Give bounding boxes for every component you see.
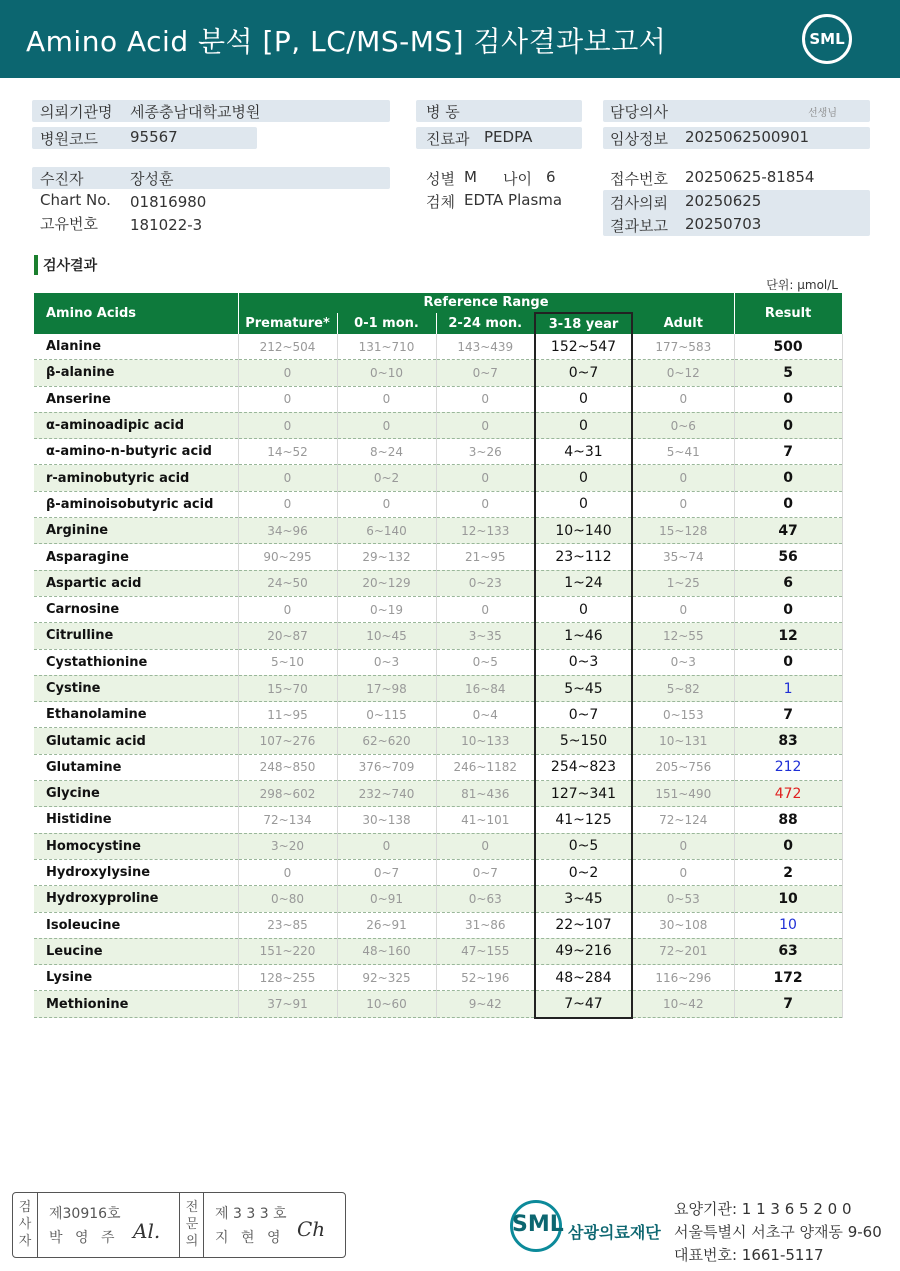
reference-3-18-year: 0~7	[535, 360, 632, 386]
reference-3-18-year: 23~112	[535, 544, 632, 570]
reference-value: 92~325	[337, 965, 436, 991]
reference-value: 0	[337, 386, 436, 412]
reference-3-18-year: 49~216	[535, 938, 632, 964]
result-value: 2	[734, 859, 842, 885]
reference-value: 248~850	[238, 754, 337, 780]
reference-value: 212~504	[238, 334, 337, 360]
reference-3-18-year: 0~5	[535, 833, 632, 859]
unique-value: 181022-3	[130, 216, 203, 234]
reference-value: 5~41	[632, 439, 734, 465]
reference-value: 151~490	[632, 781, 734, 807]
reference-3-18-year: 3~45	[535, 886, 632, 912]
reference-value: 3~26	[436, 439, 535, 465]
reference-3-18-year: 0	[535, 596, 632, 622]
reference-value: 20~129	[337, 570, 436, 596]
result-value: 0	[734, 596, 842, 622]
reference-value: 0~7	[337, 859, 436, 885]
clinical-value: 2025062500901	[685, 128, 810, 146]
amino-acid-name: Lysine	[34, 965, 238, 991]
amino-acid-name: Hydroxyproline	[34, 886, 238, 912]
col-2-24-mon: 2-24 mon.	[436, 313, 535, 334]
reference-value: 0	[632, 386, 734, 412]
col-3-18-year: 3-18 year	[535, 313, 632, 334]
result-value: 83	[734, 728, 842, 754]
reference-value: 0~10	[337, 360, 436, 386]
result-value: 7	[734, 991, 842, 1018]
amino-acid-name: Cystathionine	[34, 649, 238, 675]
reference-value: 0	[337, 412, 436, 438]
reference-value: 31~86	[436, 912, 535, 938]
reference-value: 3~35	[436, 623, 535, 649]
reference-3-18-year: 127~341	[535, 781, 632, 807]
reference-value: 21~95	[436, 544, 535, 570]
reference-3-18-year: 22~107	[535, 912, 632, 938]
reference-value: 0	[238, 491, 337, 517]
reference-value: 14~52	[238, 439, 337, 465]
inspector-name: 박 영 주	[49, 1230, 119, 1246]
reference-3-18-year: 5~45	[535, 675, 632, 701]
inspector-license: 제30916호	[49, 1206, 121, 1222]
reference-value: 107~276	[238, 728, 337, 754]
chart-value: 01816980	[130, 193, 207, 211]
address: 서울특별시 서초구 양재동 9-60	[674, 1223, 882, 1241]
reference-value: 41~101	[436, 807, 535, 833]
specimen-label: 검체	[426, 193, 455, 211]
reference-3-18-year: 254~823	[535, 754, 632, 780]
table-row	[34, 360, 842, 386]
reference-value: 12~133	[436, 518, 535, 544]
reference-value: 15~128	[632, 518, 734, 544]
reference-3-18-year: 0	[535, 386, 632, 412]
reference-value: 0	[632, 491, 734, 517]
table-row	[34, 938, 842, 964]
amino-acid-name: Histidine	[34, 807, 238, 833]
reference-value: 0~2	[337, 465, 436, 491]
reference-value: 10~131	[632, 728, 734, 754]
phone: 대표번호: 1661-5117	[674, 1246, 824, 1264]
reference-value: 16~84	[436, 675, 535, 701]
amino-acid-name: Asparagine	[34, 544, 238, 570]
reference-value: 0	[436, 386, 535, 412]
report-value: 20250703	[685, 215, 762, 233]
reference-value: 0	[238, 859, 337, 885]
reference-3-18-year: 5~150	[535, 728, 632, 754]
table-row	[34, 596, 842, 622]
result-value: 0	[734, 412, 842, 438]
sml-logo: SML	[802, 14, 852, 64]
specialist-signature: Ch	[297, 1217, 326, 1241]
amino-acid-name: Anserine	[34, 386, 238, 412]
reference-value: 0~153	[632, 702, 734, 728]
table-row	[34, 912, 842, 938]
reference-value: 246~1182	[436, 754, 535, 780]
reference-value: 62~620	[337, 728, 436, 754]
reference-value: 0	[436, 491, 535, 517]
amino-acid-name: Ethanolamine	[34, 702, 238, 728]
table-row	[34, 859, 842, 885]
reference-value: 116~296	[632, 965, 734, 991]
result-value: 12	[734, 623, 842, 649]
amino-acid-name: Glycine	[34, 781, 238, 807]
reference-value: 15~70	[238, 675, 337, 701]
table-row	[34, 518, 842, 544]
reference-value: 232~740	[337, 781, 436, 807]
reference-value: 0~4	[436, 702, 535, 728]
reference-value: 0	[337, 491, 436, 517]
reference-value: 151~220	[238, 938, 337, 964]
reference-value: 0	[436, 596, 535, 622]
sml-footer-mark: SML	[512, 1212, 564, 1237]
reference-value: 30~138	[337, 807, 436, 833]
amino-acid-name: β-aminoisobutyric acid	[34, 491, 238, 517]
reference-value: 10~42	[632, 991, 734, 1018]
table-row	[34, 491, 842, 517]
specialist-vertical-label: 전 문 의	[185, 1200, 199, 1249]
reference-value: 23~85	[238, 912, 337, 938]
reference-value: 0	[436, 412, 535, 438]
chart-label: Chart No.	[40, 191, 111, 209]
result-value: 47	[734, 518, 842, 544]
amino-acid-name: Citrulline	[34, 623, 238, 649]
table-row	[34, 728, 842, 754]
reference-value: 0~7	[436, 360, 535, 386]
amino-acid-name: β-alanine	[34, 360, 238, 386]
reference-value: 0~3	[632, 649, 734, 675]
reference-value: 10~60	[337, 991, 436, 1018]
reference-3-18-year: 10~140	[535, 518, 632, 544]
result-value: 10	[734, 886, 842, 912]
result-value: 0	[734, 386, 842, 412]
dept-label: 진료과	[426, 130, 470, 148]
reference-3-18-year: 7~47	[535, 991, 632, 1018]
request-label: 검사의뢰	[610, 194, 668, 212]
table-row	[34, 807, 842, 833]
reference-value: 10~45	[337, 623, 436, 649]
reference-value: 0	[238, 360, 337, 386]
signature-box	[12, 1192, 346, 1258]
reference-value: 9~42	[436, 991, 535, 1018]
amino-acid-name: Aspartic acid	[34, 570, 238, 596]
table-row	[34, 649, 842, 675]
reference-value: 0	[632, 859, 734, 885]
reference-value: 0	[436, 833, 535, 859]
result-value: 500	[734, 334, 842, 360]
amino-acid-name: α-aminoadipic acid	[34, 412, 238, 438]
result-value: 0	[734, 649, 842, 675]
reference-value: 34~96	[238, 518, 337, 544]
reference-3-18-year: 41~125	[535, 807, 632, 833]
reference-value: 8~24	[337, 439, 436, 465]
receipt-label: 접수번호	[610, 170, 668, 188]
reference-value: 0~12	[632, 360, 734, 386]
specialist-license: 제 3 3 3 호	[215, 1206, 287, 1222]
amino-acid-name: r-aminobutyric acid	[34, 465, 238, 491]
reference-value: 0~3	[337, 649, 436, 675]
section-title: 검사결과	[34, 255, 97, 275]
reference-value: 24~50	[238, 570, 337, 596]
patient-info	[0, 0, 900, 240]
col-0-1-mon: 0-1 mon.	[337, 313, 436, 334]
age-value: 6	[546, 168, 556, 186]
age-label: 나이	[503, 170, 532, 188]
reference-3-18-year: 0	[535, 412, 632, 438]
specimen-value: EDTA Plasma	[464, 191, 563, 209]
table-row	[34, 465, 842, 491]
result-value: 0	[734, 465, 842, 491]
reference-3-18-year: 0~7	[535, 702, 632, 728]
reference-value: 0~80	[238, 886, 337, 912]
sex-value: M	[464, 168, 477, 186]
reference-3-18-year: 0~2	[535, 859, 632, 885]
reference-3-18-year: 0	[535, 465, 632, 491]
reference-value: 11~95	[238, 702, 337, 728]
table-row	[34, 833, 842, 859]
table-row	[34, 412, 842, 438]
inspector-vertical-label: 검 사 자	[18, 1200, 32, 1249]
result-value: 5	[734, 360, 842, 386]
specialist-name: 지 현 영	[215, 1230, 285, 1246]
unit-label: 단위: μmol/L	[766, 278, 838, 292]
table-row	[34, 781, 842, 807]
reference-value: 0~115	[337, 702, 436, 728]
table-row	[34, 623, 842, 649]
dept-value: PEDPA	[484, 128, 533, 146]
patient-label: 수진자	[40, 170, 84, 188]
report-title: Amino Acid 분석 [P, LC/MS-MS] 검사결과보고서	[26, 25, 667, 58]
table-row	[34, 544, 842, 570]
reference-value: 0	[632, 465, 734, 491]
reference-value: 72~124	[632, 807, 734, 833]
col-result: Result	[734, 293, 842, 334]
table-row	[34, 386, 842, 412]
inspector-signature: Al.	[133, 1219, 161, 1243]
reference-value: 72~134	[238, 807, 337, 833]
care-code: 요양기관: 1 1 3 6 5 2 0 0	[674, 1200, 852, 1218]
amino-acid-name: Leucine	[34, 938, 238, 964]
reference-value: 0~7	[436, 859, 535, 885]
reference-value: 0~5	[436, 649, 535, 675]
reference-3-18-year: 1~46	[535, 623, 632, 649]
col-reference-range: Reference Range	[238, 293, 734, 313]
report-label: 결과보고	[610, 217, 668, 235]
reference-value: 10~133	[436, 728, 535, 754]
reference-3-18-year: 0~3	[535, 649, 632, 675]
amino-acid-name: Homocystine	[34, 833, 238, 859]
table-row	[34, 334, 842, 360]
reference-value: 0	[632, 833, 734, 859]
reference-value: 26~91	[337, 912, 436, 938]
reference-value: 0~63	[436, 886, 535, 912]
amino-acid-name: Glutamine	[34, 754, 238, 780]
reference-value: 0	[238, 596, 337, 622]
col-amino-acids: Amino Acids	[34, 293, 238, 334]
result-value: 10	[734, 912, 842, 938]
amino-acid-name: Cystine	[34, 675, 238, 701]
reference-value: 72~201	[632, 938, 734, 964]
table-row	[34, 702, 842, 728]
reference-value: 0	[436, 465, 535, 491]
reference-value: 205~756	[632, 754, 734, 780]
reference-value: 30~108	[632, 912, 734, 938]
amino-acid-name: Glutamic acid	[34, 728, 238, 754]
doctor-suffix: 선생님	[808, 108, 837, 119]
reference-value: 143~439	[436, 334, 535, 360]
unique-label: 고유번호	[40, 215, 98, 233]
request-value: 20250625	[685, 192, 762, 210]
hospital-code-value: 95567	[130, 128, 178, 146]
reference-value: 0	[238, 412, 337, 438]
result-value: 88	[734, 807, 842, 833]
ward-label: 병 동	[426, 103, 460, 121]
reference-value: 48~160	[337, 938, 436, 964]
result-value: 1	[734, 675, 842, 701]
col-premature: Premature*	[238, 313, 337, 334]
reference-3-18-year: 4~31	[535, 439, 632, 465]
amino-acid-name: Methionine	[34, 991, 238, 1018]
sex-label: 성별	[426, 170, 455, 188]
amino-acid-name: Hydroxylysine	[34, 859, 238, 885]
col-adult: Adult	[632, 313, 734, 334]
amino-acid-name: Isoleucine	[34, 912, 238, 938]
amino-acid-name: α-amino-n-butyric acid	[34, 439, 238, 465]
reference-value: 0~53	[632, 886, 734, 912]
reference-value: 5~82	[632, 675, 734, 701]
reference-value: 0	[337, 833, 436, 859]
amino-acid-name: Arginine	[34, 518, 238, 544]
reference-value: 0	[238, 465, 337, 491]
reference-3-18-year: 152~547	[535, 334, 632, 360]
reference-value: 1~25	[632, 570, 734, 596]
results-table	[34, 293, 843, 1019]
reference-value: 37~91	[238, 991, 337, 1018]
reference-value: 20~87	[238, 623, 337, 649]
result-value: 472	[734, 781, 842, 807]
reference-value: 0~91	[337, 886, 436, 912]
institution-label: 의뢰기관명	[40, 103, 113, 121]
table-row	[34, 754, 842, 780]
reference-value: 52~196	[436, 965, 535, 991]
patient-value: 장성훈	[130, 170, 174, 188]
institution-value: 세종충남대학교병원	[130, 103, 261, 121]
table-row	[34, 675, 842, 701]
table-row	[34, 439, 842, 465]
reference-value: 17~98	[337, 675, 436, 701]
reference-value: 3~20	[238, 833, 337, 859]
reference-value: 0	[238, 386, 337, 412]
hospital-code-label: 병원코드	[40, 130, 98, 148]
amino-acid-name: Alanine	[34, 334, 238, 360]
result-value: 63	[734, 938, 842, 964]
reference-value: 47~155	[436, 938, 535, 964]
receipt-value: 20250625-81854	[685, 168, 815, 186]
result-value: 0	[734, 491, 842, 517]
clinical-label: 임상정보	[610, 130, 668, 148]
reference-value: 35~74	[632, 544, 734, 570]
doctor-label: 담당의사	[610, 103, 668, 121]
reference-value: 128~255	[238, 965, 337, 991]
amino-acid-name: Carnosine	[34, 596, 238, 622]
reference-value: 0~23	[436, 570, 535, 596]
result-value: 7	[734, 702, 842, 728]
result-value: 0	[734, 833, 842, 859]
table-row	[34, 991, 842, 1018]
result-value: 7	[734, 439, 842, 465]
table-row	[34, 570, 842, 596]
reference-value: 298~602	[238, 781, 337, 807]
reference-value: 5~10	[238, 649, 337, 675]
reference-value: 0~6	[632, 412, 734, 438]
reference-value: 177~583	[632, 334, 734, 360]
reference-value: 0~19	[337, 596, 436, 622]
reference-value: 376~709	[337, 754, 436, 780]
result-value: 172	[734, 965, 842, 991]
reference-value: 131~710	[337, 334, 436, 360]
reference-value: 12~55	[632, 623, 734, 649]
result-value: 6	[734, 570, 842, 596]
reference-value: 29~132	[337, 544, 436, 570]
reference-3-18-year: 1~24	[535, 570, 632, 596]
reference-value: 0	[632, 596, 734, 622]
reference-3-18-year: 48~284	[535, 965, 632, 991]
reference-value: 81~436	[436, 781, 535, 807]
result-value: 212	[734, 754, 842, 780]
reference-value: 6~140	[337, 518, 436, 544]
reference-value: 90~295	[238, 544, 337, 570]
table-row	[34, 965, 842, 991]
result-value: 56	[734, 544, 842, 570]
reference-3-18-year: 0	[535, 491, 632, 517]
org-name: 삼광의료재단	[568, 1223, 661, 1242]
table-row	[34, 886, 842, 912]
